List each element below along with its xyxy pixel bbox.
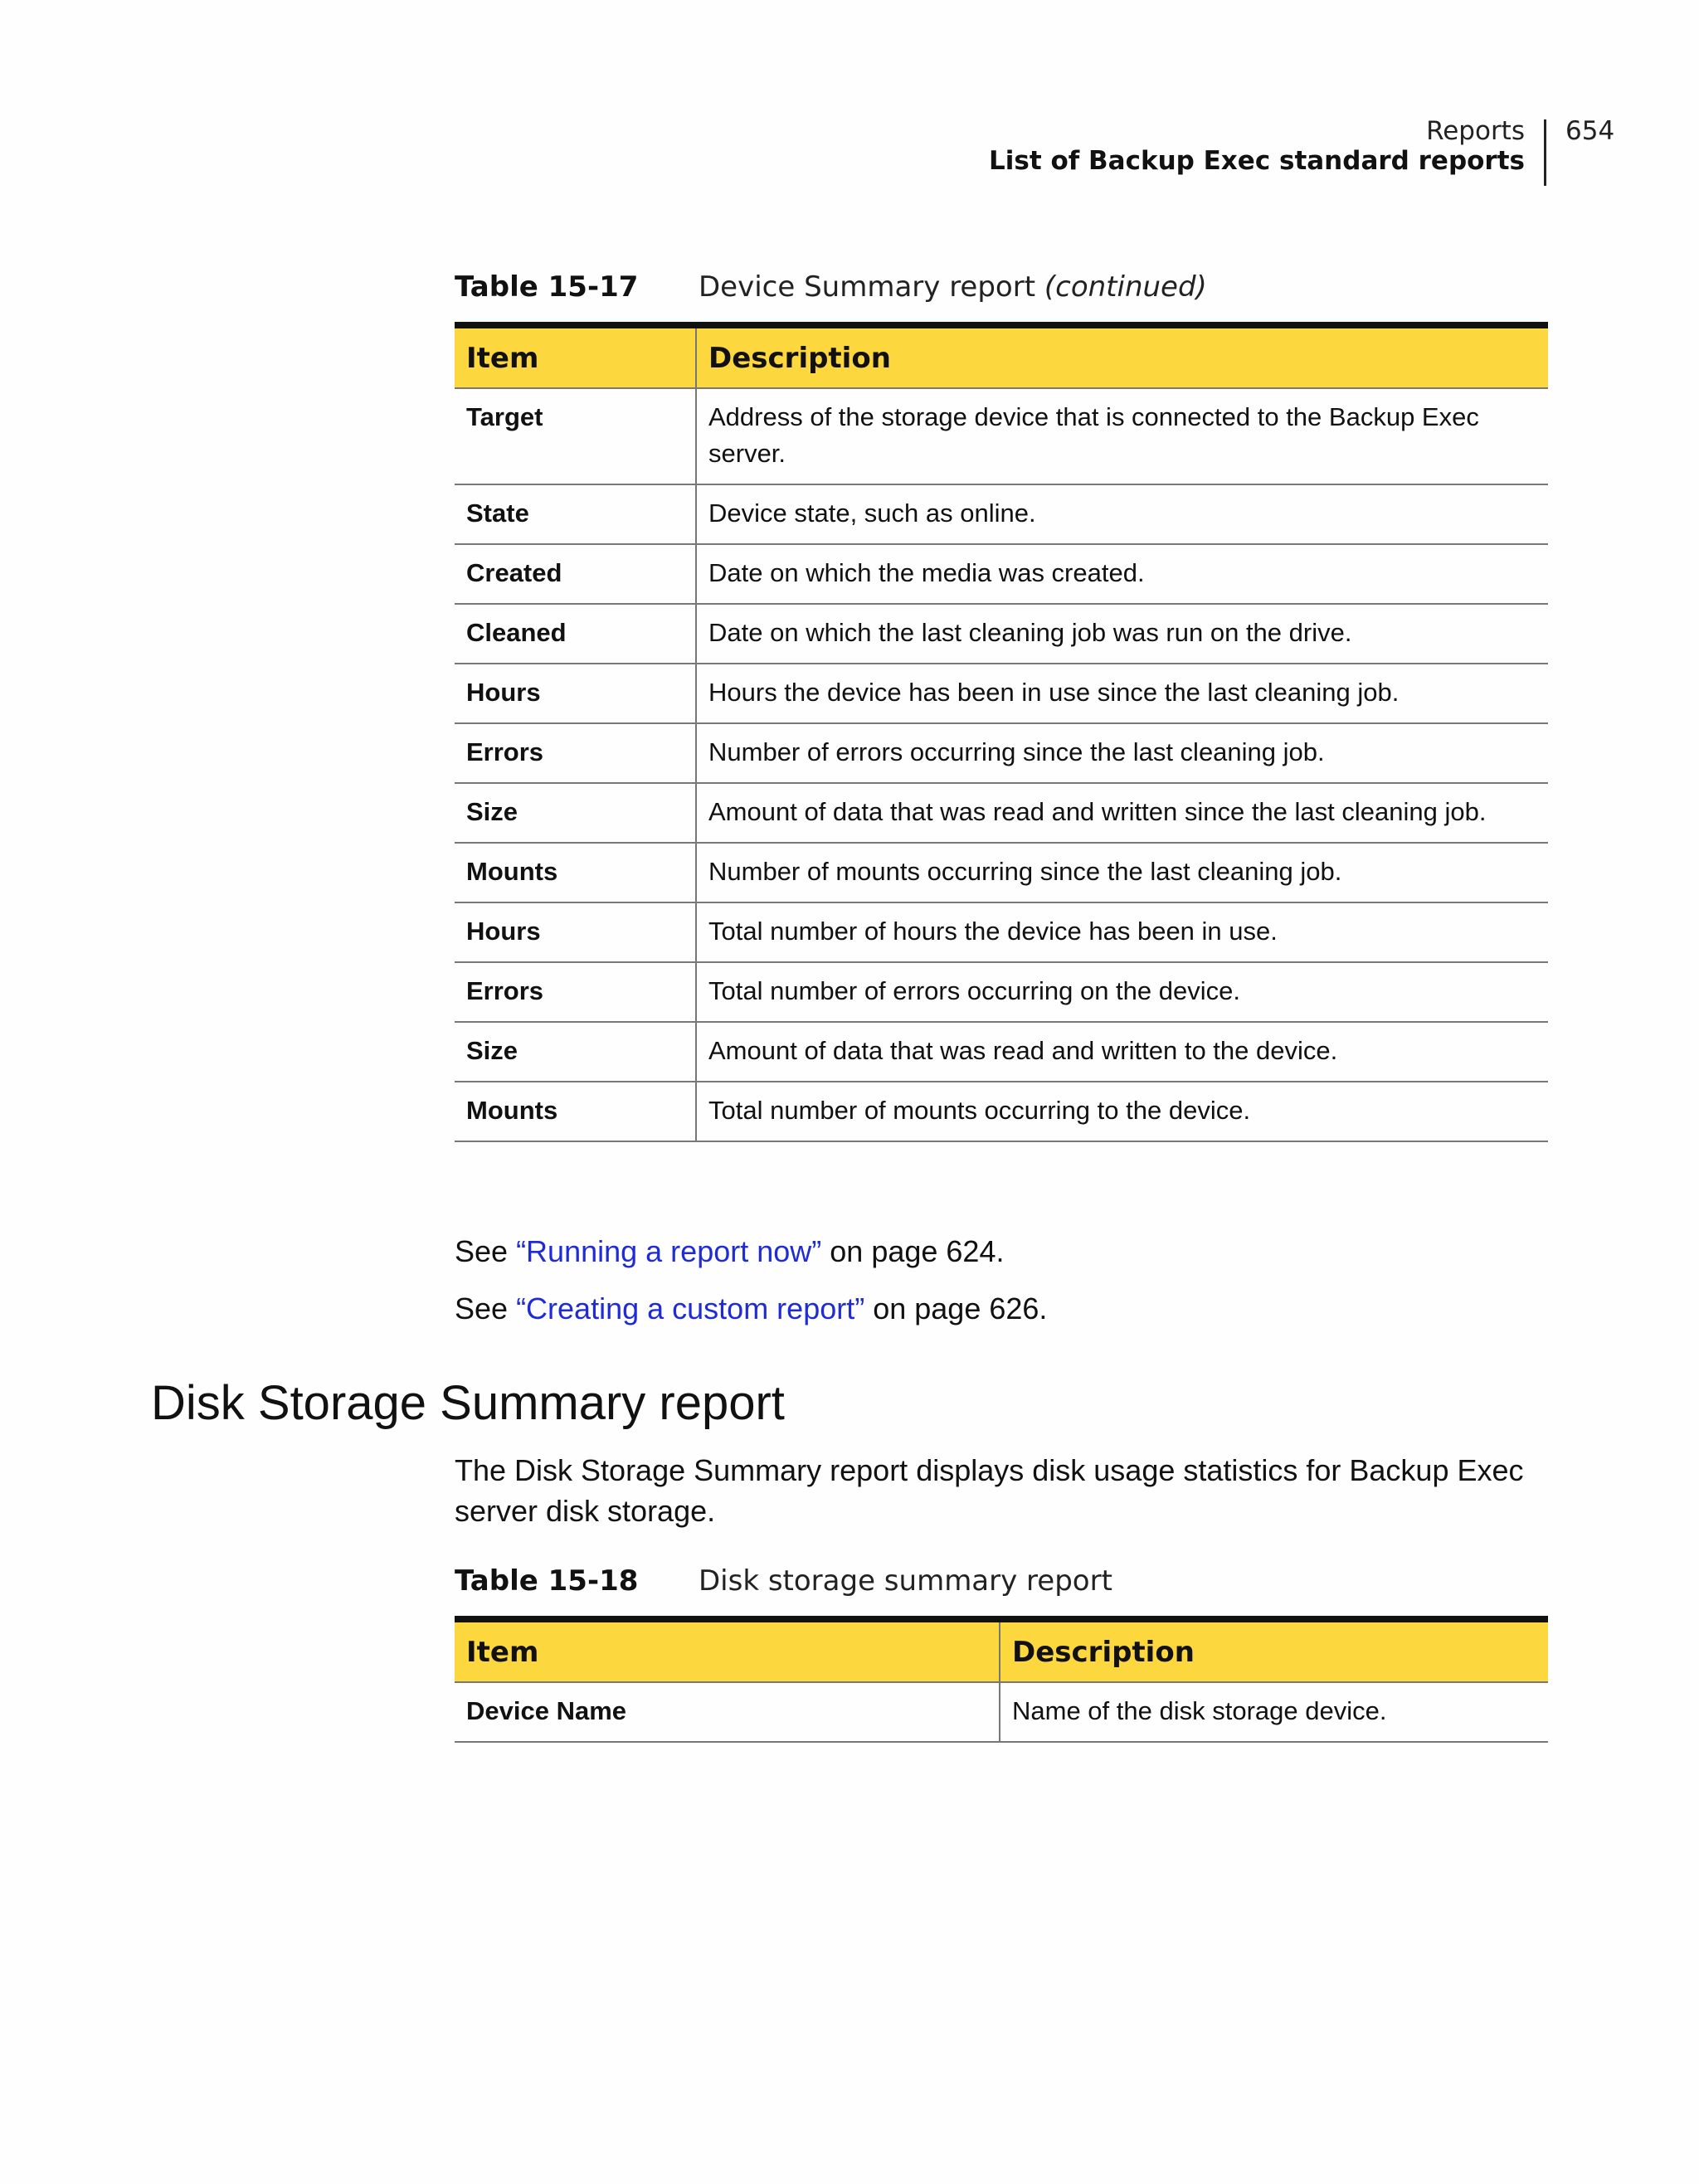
table-row	[455, 902, 1548, 962]
table-row	[455, 1022, 1548, 1082]
row-description: Total number of mounts occurring to the device.	[696, 1082, 1548, 1141]
row-item: Errors	[455, 962, 696, 1022]
table-title-suffix: (continued)	[1044, 270, 1207, 304]
row-item: Hours	[455, 664, 696, 723]
row-item: Size	[455, 783, 696, 843]
page-number: 654	[1565, 116, 1615, 146]
section-heading: Disk Storage Summary report	[151, 1376, 785, 1430]
row-item: Hours	[455, 902, 696, 962]
row-description: Number of errors occurring since the last cleaning job.	[696, 723, 1548, 783]
see-also-prefix: See	[455, 1291, 517, 1325]
row-item: Device Name	[455, 1682, 1000, 1742]
row-description: Number of mounts occurring since the last cleaning job.	[696, 843, 1548, 902]
row-item: Created	[455, 544, 696, 604]
see-also-prefix: See	[455, 1234, 517, 1268]
table-number: Table 15-17	[455, 270, 639, 304]
row-item: Target	[455, 388, 696, 484]
see-also-link[interactable]: “Creating a custom report”	[516, 1291, 865, 1325]
row-description: Total number of hours the device has been in use.	[696, 902, 1548, 962]
column-header-description: Description	[1000, 1619, 1548, 1682]
table-row	[455, 1682, 1548, 1742]
row-item: Size	[455, 1022, 696, 1082]
row-description: Device state, such as online.	[696, 484, 1548, 544]
see-also-suffix: on page 624.	[821, 1234, 1005, 1268]
table-title	[699, 270, 1207, 304]
section-intro: The Disk Storage Summary report displays disk usage statistics for Backup Exec server disk storage.	[455, 1453, 1524, 1528]
row-description: Hours the device has been in use since the last cleaning job.	[696, 664, 1548, 723]
row-item: Mounts	[455, 1082, 696, 1141]
row-description: Address of the storage device that is connected to the Backup Exec server.	[696, 388, 1548, 484]
table-title: Disk storage summary report	[699, 1564, 1112, 1598]
table-row	[455, 388, 1548, 484]
row-description: Date on which the media was created.	[696, 544, 1548, 604]
running-header-section: Reports	[1426, 116, 1525, 146]
row-description: Date on which the last cleaning job was run on the drive.	[696, 604, 1548, 664]
page-header	[913, 116, 1699, 187]
table-header-row	[455, 1619, 1548, 1682]
row-item: Errors	[455, 723, 696, 783]
table-header-row	[455, 325, 1548, 388]
running-header-chapter: List of Backup Exec standard reports	[989, 146, 1525, 176]
row-description: Total number of errors occurring on the device.	[696, 962, 1548, 1022]
row-description: Amount of data that was read and written since the last cleaning job.	[696, 783, 1548, 843]
column-header-item: Item	[455, 1619, 1000, 1682]
row-item: Cleaned	[455, 604, 696, 664]
row-item: State	[455, 484, 696, 544]
table-row	[455, 1082, 1548, 1141]
row-description: Amount of data that was read and written to the device.	[696, 1022, 1548, 1082]
row-item: Mounts	[455, 843, 696, 902]
table-number: Table 15-18	[455, 1564, 639, 1598]
table-title-text: Device Summary report	[699, 270, 1036, 304]
table-row	[455, 604, 1548, 664]
column-header-item: Item	[455, 325, 696, 388]
see-also-link[interactable]: “Running a report now”	[516, 1234, 822, 1268]
table-row	[455, 783, 1548, 843]
see-also-line	[455, 1291, 1047, 1326]
table-row	[455, 843, 1548, 902]
table-row	[455, 484, 1548, 544]
table-row	[455, 723, 1548, 783]
table-row	[455, 544, 1548, 604]
device-summary-table	[455, 322, 1548, 1142]
header-divider	[1544, 119, 1546, 186]
row-description: Name of the disk storage device.	[1000, 1682, 1548, 1742]
see-also-suffix: on page 626.	[864, 1291, 1048, 1325]
see-also-line	[455, 1234, 1004, 1269]
table-row	[455, 962, 1548, 1022]
table-row	[455, 664, 1548, 723]
disk-storage-summary-table	[455, 1616, 1548, 1743]
column-header-description: Description	[696, 325, 1548, 388]
